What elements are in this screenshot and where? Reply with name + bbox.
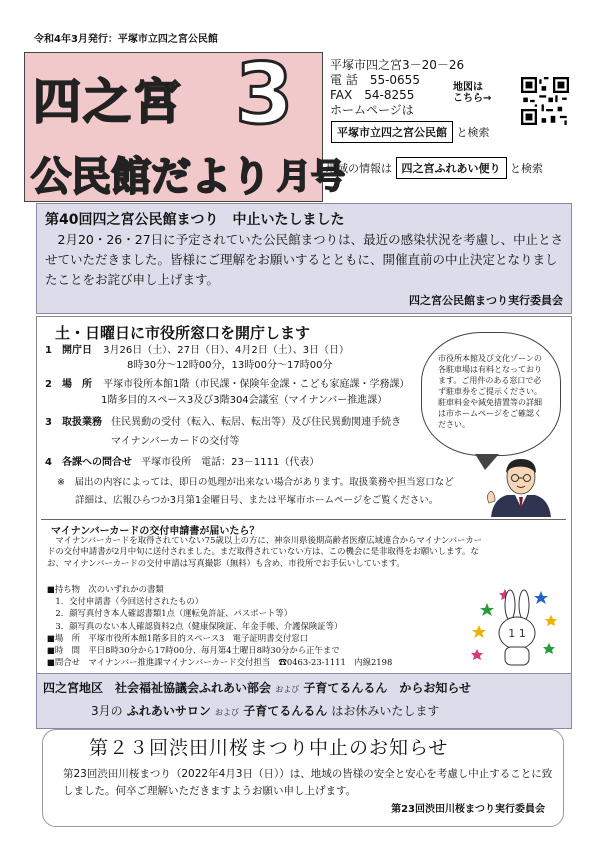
row-label: 3 取扱業務: [45, 417, 102, 428]
month-suffix: 月号: [277, 157, 345, 197]
list-item: ■時 間 平日8時30分から17時00分、毎月第4土曜日8時30分から正午まで: [47, 645, 340, 656]
sakura-signature: 第23回渋田川桜まつり実行委員会: [391, 804, 545, 815]
welfare-text: 3月の: [91, 704, 123, 718]
speech-bubble: [421, 332, 561, 456]
fax: FAX 54-8255: [330, 88, 415, 102]
section-divider: [41, 519, 566, 520]
festival-body: 2月20・26・27日に予定されていた公民館まつりは、最近の感染状況を考慮し、中止とさせていただきました。皆様にご理解をお願いするとともに、開催直前の中止決定となりましたことをお詫び申し上げます。: [45, 232, 564, 287]
svg-text:1 1: 1 1: [508, 627, 526, 640]
row-inquiry: [45, 456, 319, 469]
row-label: 1 開庁日: [45, 345, 92, 356]
search-hint-1: [331, 121, 490, 143]
mynumber-list: [47, 583, 392, 668]
list-item: ■持ち物 次のいずれかの書類: [47, 584, 164, 594]
mynumber-heading: マイナンバーカードの交付申請書が届いたら？: [51, 526, 260, 537]
welfare-line-2: [91, 702, 439, 719]
month-number: 3: [235, 45, 294, 143]
row-value: マイナンバーカードの交付等: [111, 436, 240, 447]
list-item: ■問合せ マイナンバー推進課マイナンバーカード交付担当 ☎0463-23-1111 内線2198: [47, 657, 393, 668]
search-keyword-box[interactable]: 平塚市立四之宮公民館: [331, 121, 453, 143]
festival-notice: [36, 203, 572, 314]
mascot-illustration: [471, 585, 561, 669]
row-label: 2 場 所: [45, 379, 92, 390]
sakura-notice: [42, 729, 564, 827]
bubble-text: 市役所本館及び文化ゾーンの各駐車場は有料となっております。ご用件のある窓口で必ず駐車券をご提示ください。駐車料金や減免措置等の詳細は市ホームページをご確認ください。: [438, 354, 542, 429]
area-keyword-box[interactable]: 四之宮ふれあい便り: [396, 157, 507, 179]
contact-block: [330, 58, 464, 118]
area-label: 地域の情報は: [326, 162, 392, 175]
list-item: 1．交付申請書（今回送付されたもの）: [47, 596, 204, 607]
row-open-hours: [127, 359, 332, 372]
mynumber-body: マイナンバーカードを取得されていない75歳以上の方に、神奈川県後期高齢者医療広域連合からマイナンバーカードの交付申請書が2月中旬に送付されました。まだ取得されていない方は、この機会に是非取得をお願いします。なお、マイナンバーカードの交付申請は写真撮影（無料）も含め、市役所でお手伝いしています。: [47, 535, 483, 568]
row-services: [45, 416, 401, 429]
phone: 電 話 55-0655: [330, 73, 420, 87]
welfare-notice: [36, 673, 572, 729]
list-item: 3．顔写真のない本人確認資料2点（健康保険証、年金手帳、介護保険証等）: [47, 620, 343, 631]
welfare-line-1: [43, 679, 471, 696]
map-line-1: 地図は: [453, 82, 483, 93]
welfare-text: 四之宮地区 社会福祉協議会ふれあい部会: [43, 681, 272, 695]
welfare-text: はお休みいたします: [331, 704, 440, 718]
row-value: 平塚市役所 電話：23－1111（代表）: [141, 457, 320, 468]
search-suffix: と検索: [456, 126, 490, 139]
list-item: 2．顔写真付き本人確認書類1点（運転免許証、パスポート等）: [47, 608, 293, 619]
welfare-and: および: [215, 708, 240, 717]
note-2: 詳細は、広報ひらつか3月第1金曜日号、または平塚市ホームページをご覧ください。: [75, 495, 439, 506]
map-line-2: こちら→: [453, 93, 492, 104]
welfare-text: 子育てるんるん からお知らせ: [303, 681, 472, 695]
staff-illustration: [485, 455, 557, 517]
welfare-and: および: [275, 685, 300, 694]
row-label: 4 各課への問合せ: [45, 457, 132, 468]
sakura-heading: 第２３回渋田川桜まつり中止のお知らせ: [89, 737, 449, 759]
issue-line: 令和4年3月発行：平塚市立四之宮公民館: [34, 34, 218, 45]
row-value: 3月26日（土）、27日（日）、4月2日（土）、3日（日）: [103, 345, 350, 356]
row-value: 1階多目的スペース3及び3階304会議室（マイナンバー推進課）: [101, 395, 388, 406]
address: 平塚市四之宮3－20－26: [330, 58, 465, 72]
qr-code-icon[interactable]: [521, 77, 569, 125]
city-hall-notice: [36, 316, 572, 674]
festival-heading: 第40回四之宮公民館まつり 中止いたしました: [45, 212, 345, 228]
row-value: 平塚市役所本館1階（市民課・保険年金課・こども家庭課・学務課）: [103, 379, 410, 390]
city-hall-heading: 土・日曜日に市役所窓口を開庁します: [55, 324, 311, 342]
row-place: [45, 378, 410, 391]
sakura-body: 第23回渋田川桜まつり（2022年4月3日（日））は、地域の皆様の安全と安心を考慮し中止することに致しました。何卒ご理解いただきますようお願い申し上げます。: [63, 768, 553, 797]
note-1: ※ 届出の内容によっては、即日の処理が出来ない場合があります。取扱業務や担当窓口など: [57, 477, 454, 488]
masthead: [24, 45, 345, 202]
masthead-subtitle: 公民館だより: [31, 154, 271, 200]
welfare-text: 子育てるんるん: [243, 704, 328, 718]
list-item: ■場 所 平塚市役所本館1階多目的スペース3 電子証明書交付窓口: [47, 632, 309, 643]
masthead-title: 四之宮: [33, 74, 184, 130]
homepage-label: ホームページは: [330, 103, 414, 117]
map-label: [453, 82, 491, 104]
row-value: 住民異動の受付（転入、転居、転出等）及び住民異動関連手続き: [111, 417, 402, 428]
row-open-days: [45, 344, 349, 357]
row-place-2: [101, 394, 387, 407]
row-value: 8時30分～12時00分，13時00分～17時00分: [127, 360, 333, 371]
search-hint-2: [326, 157, 543, 179]
festival-signature: 四之宮公民館まつり実行委員会: [409, 294, 563, 307]
area-suffix: と検索: [510, 162, 543, 175]
welfare-text: ふれあいサロン: [126, 704, 211, 718]
row-services-2: [111, 435, 239, 448]
